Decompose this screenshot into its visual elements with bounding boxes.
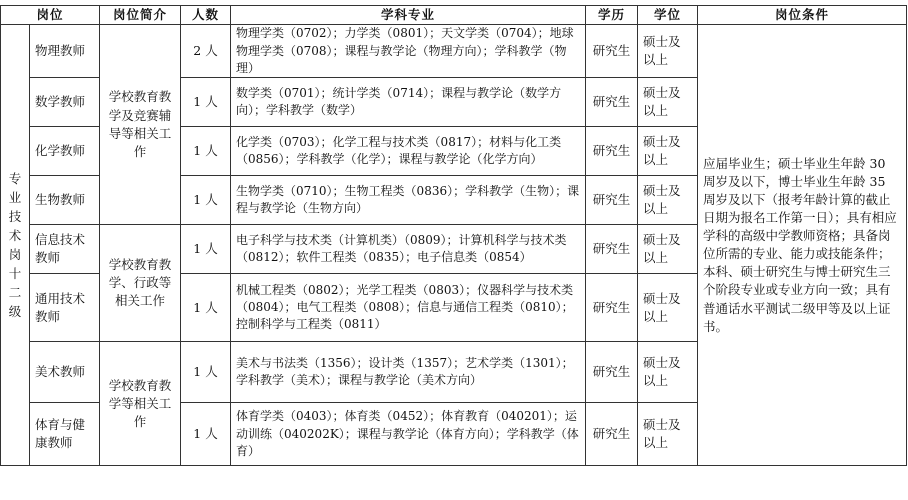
- education-cell: 研究生: [586, 78, 638, 127]
- position-cell: 通用技术教师: [30, 274, 100, 342]
- major-cell: 电子科学与技术类（计算机类）（0809）；计算机科学与技术类（0812）；软件工程类（0835）；电子信息类（0854）: [231, 225, 586, 274]
- position-cell: 美术教师: [30, 342, 100, 403]
- education-cell: 研究生: [586, 127, 638, 176]
- position-cell: 信息技术教师: [30, 225, 100, 274]
- education-cell: 研究生: [586, 25, 638, 78]
- degree-cell: 硕士及以上: [638, 403, 698, 466]
- education-cell: 研究生: [586, 176, 638, 225]
- count-cell: 1 人: [181, 274, 231, 342]
- intro-cell: 学校教育教学及竞赛辅导等相关工作: [100, 25, 181, 225]
- header-position: 岗位: [1, 6, 100, 25]
- recruitment-table: [0, 5, 907, 466]
- major-cell: 物理学类（0702）；力学类（0801）；天文学类（0704）；地球物理学类（0708）；课程与教学论（物理方向）；学科教学（物理）: [231, 25, 586, 78]
- count-cell: 1 人: [181, 342, 231, 403]
- header-count: 人数: [181, 6, 231, 25]
- header-conditions: 岗位条件: [698, 6, 907, 25]
- count-cell: 1 人: [181, 225, 231, 274]
- header-degree: 学位: [638, 6, 698, 25]
- count-cell: 1 人: [181, 127, 231, 176]
- header-education: 学历: [586, 6, 638, 25]
- degree-cell: 硕士及以上: [638, 78, 698, 127]
- position-cell: 物理教师: [30, 25, 100, 78]
- header-major: 学科专业: [231, 6, 586, 25]
- degree-cell: 硕士及以上: [638, 225, 698, 274]
- count-cell: 1 人: [181, 403, 231, 466]
- degree-cell: 硕士及以上: [638, 25, 698, 78]
- count-cell: 1 人: [181, 176, 231, 225]
- count-cell: 1 人: [181, 78, 231, 127]
- education-cell: 研究生: [586, 403, 638, 466]
- education-cell: 研究生: [586, 274, 638, 342]
- major-cell: 美术与书法类（1356）；设计类（1357）；艺术学类（1301）；学科教学（美术）；课程与教学论（美术方向）: [231, 342, 586, 403]
- table-row: [1, 25, 907, 78]
- major-cell: 化学类（0703）；化学工程与技术类（0817）；材料与化工类（0856）；学科教学（化学）；课程与教学论（化学方向）: [231, 127, 586, 176]
- major-cell: 生物学类（0710）；生物工程类（0836）；学科教学（生物）；课程与教学论（生物方向）: [231, 176, 586, 225]
- degree-cell: 硕士及以上: [638, 274, 698, 342]
- header-row: [1, 6, 907, 25]
- degree-cell: 硕士及以上: [638, 127, 698, 176]
- position-cell: 生物教师: [30, 176, 100, 225]
- position-cell: 数学教师: [30, 78, 100, 127]
- position-cell: 体育与健康教师: [30, 403, 100, 466]
- major-cell: 体育学类（0403）；体育类（0452）；体育教育（040201）；运动训练（040202K）；课程与教学论（体育方向）；学科教学（体育）: [231, 403, 586, 466]
- intro-cell: 学校教育教学等相关工作: [100, 342, 181, 466]
- position-cell: 化学教师: [30, 127, 100, 176]
- intro-cell: 学校教育教学、行政等相关工作: [100, 225, 181, 342]
- category-label: 专业技术岗十二级: [8, 171, 22, 320]
- degree-cell: 硕士及以上: [638, 176, 698, 225]
- header-intro: 岗位简介: [100, 6, 181, 25]
- degree-cell: 硕士及以上: [638, 342, 698, 403]
- major-cell: 机械工程类（0802）；光学工程类（0803）；仪器科学与技术类（0804）；电气工程类（0808）；信息与通信工程类（0810）；控制科学与工程类（0811）: [231, 274, 586, 342]
- education-cell: 研究生: [586, 225, 638, 274]
- conditions-cell: 应届毕业生；硕士毕业生年龄 30 周岁及以下，博士毕业生年龄 35 周岁及以下（报考年龄计算的截止日期为报名工作第一日）；具有相应学科的高级中学教师资格；具备岗位所需的专业、能力或技能条件；本科、硕士研究生与博士研究生三个阶段专业或专业方向一致；具有普通话水平测试二级甲等及以上证书。: [698, 25, 907, 466]
- category-cell: [1, 25, 30, 466]
- education-cell: 研究生: [586, 342, 638, 403]
- major-cell: 数学类（0701）；统计学类（0714）；课程与教学论（数学方向）；学科教学（数学）: [231, 78, 586, 127]
- count-cell: 2 人: [181, 25, 231, 78]
